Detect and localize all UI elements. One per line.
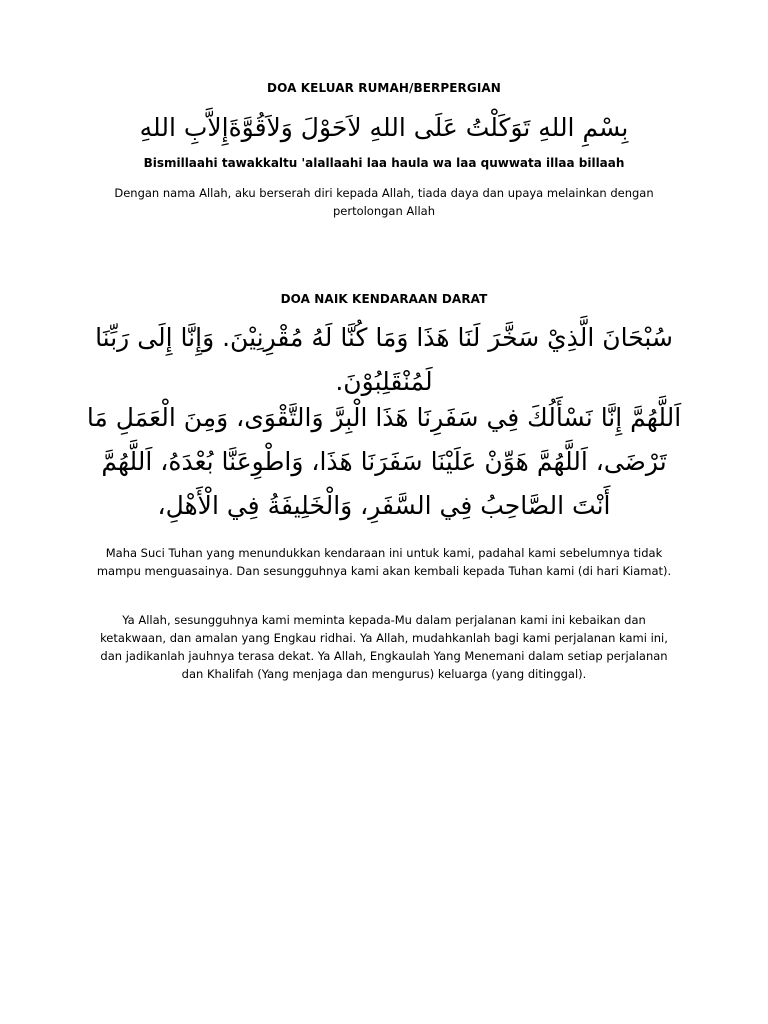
arabic-prayer-naik-kendaraan-2: اَللَّهُمَّ إِنَّا نَسْأَلُكَ فِي سَفَرِنَا هَذَا الْبِرَّ وَالتَّقْوَى، وَمِنَ الْعَمَلِ مَا تَرْضَى، اَللَّهُمَّ هَوِّنْ عَلَيْنَا سَفَرَنَا هَذَا، وَاطْوِعَنَّا بُعْدَهُ، اَللَّهُمَّ أَنْتَ الصَّاحِبُ فِي السَّفَرِ، وَالْخَلِيفَةُ فِي الْأَهْلِ، [86,403,682,520]
arabic-prayer-naik-kendaraan-1: سُبْحَانَ الَّذِيْ سَخَّرَ لَنَا هَذَا وَمَا كُنَّا لَهُ مُقْرِنِيْنَ. وَإِنَّا إِلَى رَبِّنَا لَمُنْقَلِبُوْنَ. [95,323,673,396]
meaning-naik-kendaraan-2: Ya Allah, sesungguhnya kami meminta kepada-Mu dalam perjalanan kami ini kebaikan dan ketakwaan, dan amalan yang Engkau ridhai. Ya Allah, mudahkanlah bagi kami perjalanan kami ini, dan jadikanlah jauhnya terasa dekat. Ya Allah, Engkaulah Yang Menemani dalam setiap perjalanan dan Khalifah (Yang menjaga dan mengurus) keluarga (yang ditinggal). [100,613,668,681]
meaning-keluar-rumah: Dengan nama Allah, aku berserah diri kepada Allah, tiada daya dan upaya melainkan dengan pertolongan Allah [114,186,654,218]
section-title-keluar-rumah: DOA KELUAR RUMAH/BERPERGIAN [267,81,501,95]
transliteration-keluar-rumah: Bismillaahi tawakkaltu 'alallaahi laa haula wa laa quwwata illaa billaah [143,156,625,170]
meaning-naik-kendaraan-1: Maha Suci Tuhan yang menundukkan kendaraan ini untuk kami, padahal kami sebelumnya tidak mampu menguasainya. Dan sesungguhnya kami akan kembali kepada Tuhan kami (di hari Kiamat). [96,546,672,578]
arabic-prayer-keluar-rumah: بِسْمِ اللهِ تَوَكَلْتُ عَلَى اللهِ لاَحَوْلَ وَلاَقُوَّةَإِلاَّبِ اللهِ [139,113,629,142]
section-title-naik-kendaraan: DOA NAIK KENDARAAN DARAT [280,292,488,306]
